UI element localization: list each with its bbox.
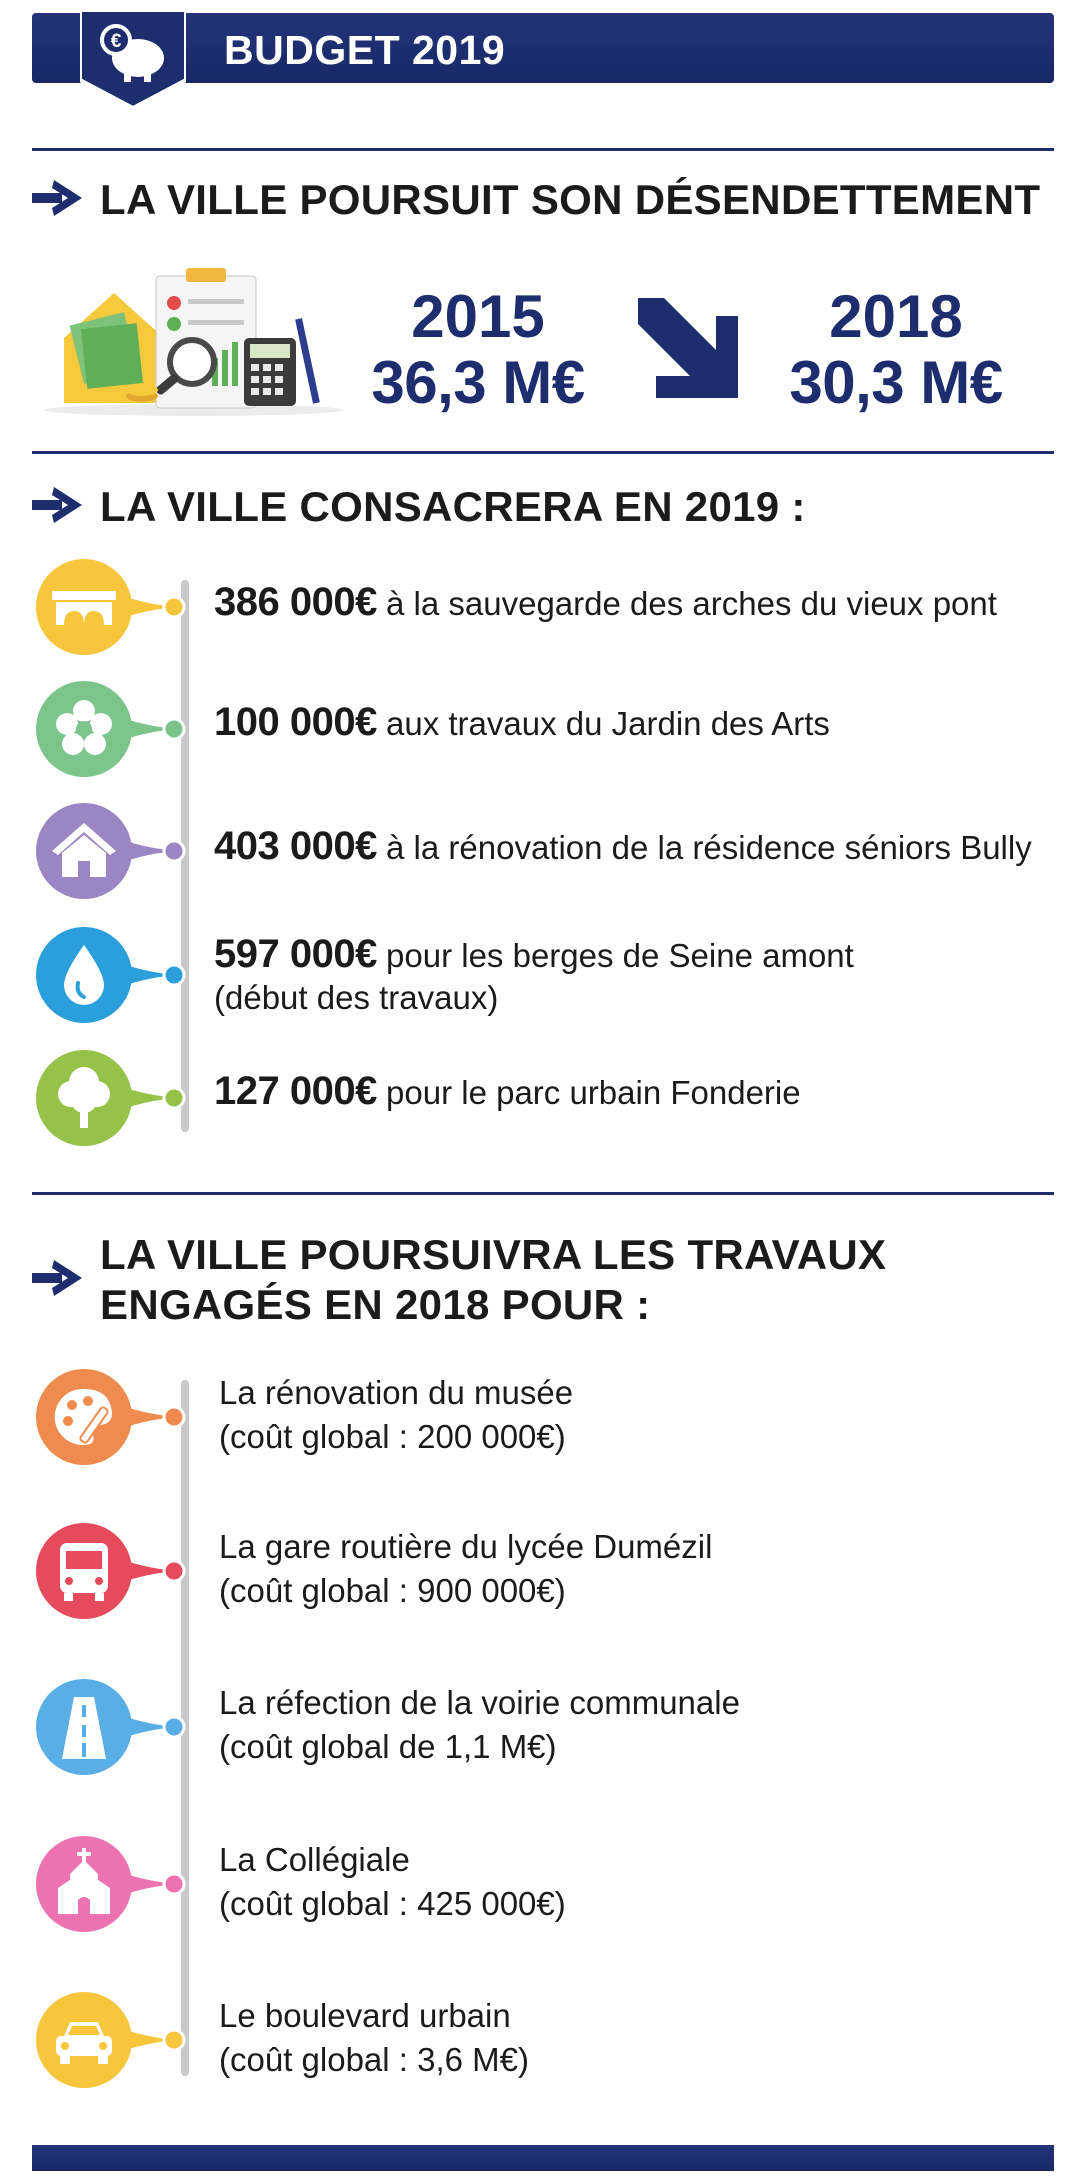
- project-cost: (coût global de 1,1 M€): [219, 1728, 557, 1765]
- church-icon: [34, 1834, 186, 1934]
- investment-amount: 386 000€: [214, 580, 377, 624]
- investment-desc-note: (début des travaux): [214, 979, 499, 1016]
- page-title: BUDGET 2019: [224, 27, 506, 73]
- list-item: [34, 925, 1054, 1025]
- divider: [32, 1192, 1054, 1195]
- investment-amount: 127 000€: [214, 1069, 377, 1113]
- section-investments-heading: [32, 482, 806, 532]
- arrow-down-right-icon: [632, 292, 744, 404]
- list-item: [34, 1048, 1054, 1148]
- investment-amount: 100 000€: [214, 700, 377, 744]
- debt-from-amount: 36,3 M€: [371, 349, 585, 416]
- arrow-right-icon: [32, 1258, 86, 1298]
- investment-desc: aux travaux du Jardin des Arts: [386, 705, 830, 742]
- section-ongoing-heading: [32, 1230, 886, 1330]
- investment-desc: pour les berges de Seine amont: [386, 937, 854, 974]
- list-item: [34, 557, 1054, 657]
- piggy-bank-icon: [80, 10, 186, 108]
- debt-to-year: 2018: [829, 283, 963, 350]
- section-ongoing-title-line2: ENGAGÉS EN 2018 POUR :: [100, 1281, 651, 1328]
- road-icon: [34, 1677, 186, 1777]
- project-cost: (coût global : 900 000€): [219, 1572, 566, 1609]
- section-ongoing-title: [100, 1230, 886, 1330]
- investment-desc: à la sauvegarde des arches du vieux pont: [386, 585, 997, 622]
- investment-amount: 597 000€: [214, 932, 377, 976]
- list-item: [34, 1677, 1054, 1777]
- project-cost: (coût global : 425 000€): [219, 1885, 566, 1922]
- debt-2015: [340, 284, 616, 416]
- finance-illustration: [44, 258, 344, 418]
- project-name: La Collégiale: [219, 1841, 410, 1878]
- tree-icon: [34, 1048, 186, 1148]
- project-name: La réfection de la voirie communale: [219, 1684, 740, 1721]
- section-debt-title: LA VILLE POURSUIT SON DÉSENDETTEMENT: [100, 176, 1041, 223]
- arrow-right-icon: [32, 485, 86, 525]
- project-cost: (coût global : 3,6 M€): [219, 2041, 529, 2078]
- project-name: La rénovation du musée: [219, 1374, 574, 1411]
- bus-icon: [34, 1521, 186, 1621]
- list-item: [34, 1367, 1054, 1467]
- palette-icon: [34, 1367, 186, 1467]
- debt-to-amount: 30,3 M€: [789, 349, 1003, 416]
- car-icon: [34, 1990, 186, 2090]
- flower-icon: [34, 679, 186, 779]
- investment-amount: 403 000€: [214, 824, 377, 868]
- section-debt-heading: [32, 175, 1040, 225]
- footer-bar: [32, 2145, 1054, 2171]
- debt-2018: [758, 284, 1034, 416]
- debt-from-year: 2015: [411, 283, 545, 350]
- investment-desc: à la rénovation de la résidence séniors Bully: [386, 829, 1032, 866]
- divider: [32, 451, 1054, 454]
- list-item: [34, 679, 1054, 779]
- divider: [32, 148, 1054, 151]
- list-item: [34, 801, 1054, 901]
- svg-text:€: €: [110, 31, 122, 52]
- project-cost: (coût global : 200 000€): [219, 1418, 566, 1455]
- list-item: [34, 1990, 1054, 2090]
- project-name: Le boulevard urbain: [219, 1997, 511, 2034]
- bridge-icon: [34, 557, 186, 657]
- arrow-right-icon: [32, 178, 86, 218]
- project-name: La gare routière du lycée Dumézil: [219, 1528, 713, 1565]
- list-item: [34, 1521, 1054, 1621]
- list-item: [34, 1834, 1054, 1934]
- water-drop-icon: [34, 925, 186, 1025]
- house-icon: [34, 801, 186, 901]
- section-investments-title: LA VILLE CONSACRERA EN 2019 :: [100, 483, 806, 530]
- section-ongoing-title-line1: LA VILLE POURSUIVRA LES TRAVAUX: [100, 1231, 887, 1278]
- investment-desc: pour le parc urbain Fonderie: [386, 1074, 801, 1111]
